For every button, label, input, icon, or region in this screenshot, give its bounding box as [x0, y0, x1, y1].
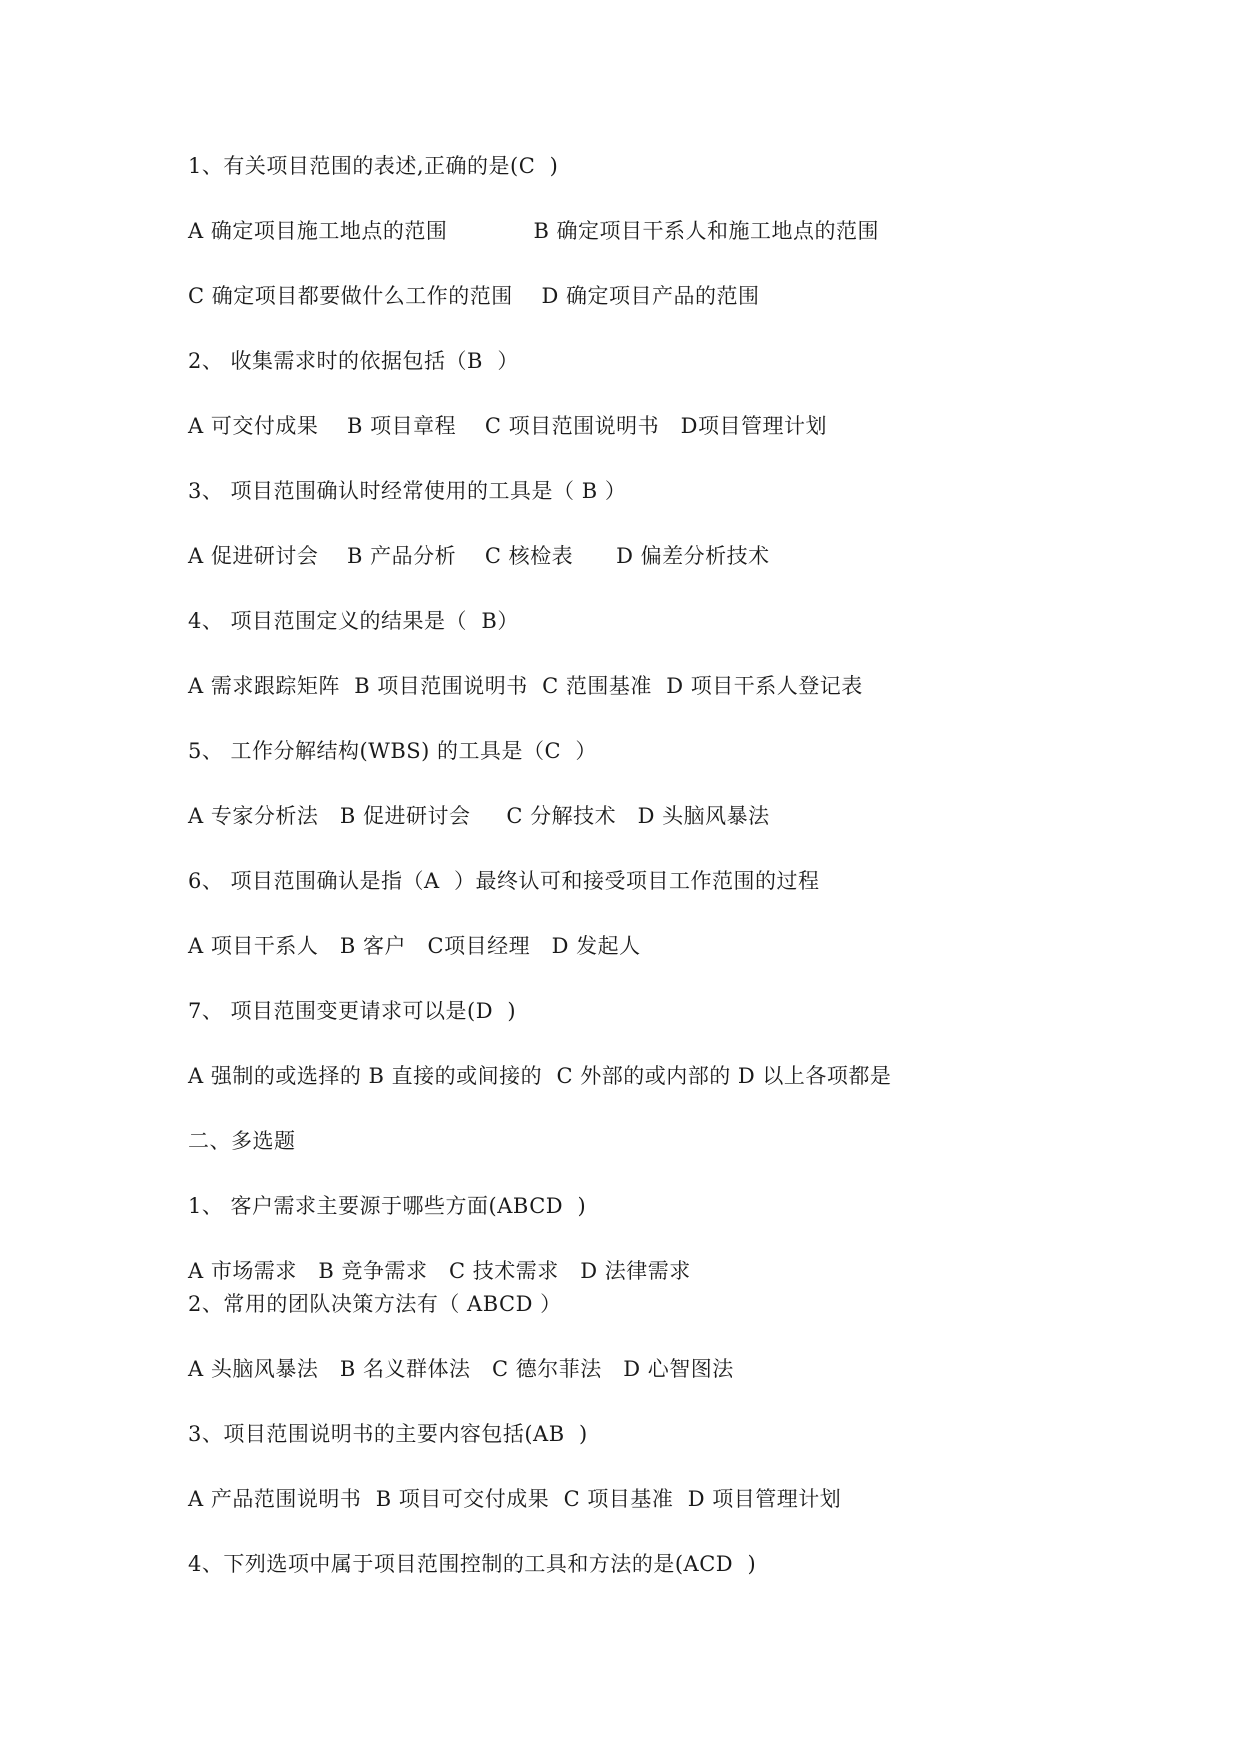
multi-question-1-options: A 市场需求 B 竞争需求 C 技术需求 D 法律需求 — [188, 1259, 691, 1283]
multi-question-2-text: 2、常用的团队决策方法有（ ABCD ） — [188, 1292, 562, 1316]
question-7-text: 7、 项目范围变更请求可以是(D ) — [188, 999, 517, 1023]
multi-question-3-options: A 产品范围说明书 B 项目可交付成果 C 项目基准 D 项目管理计划 — [188, 1487, 842, 1511]
multi-question-3-text: 3、项目范围说明书的主要内容包括(AB ) — [188, 1422, 588, 1446]
question-6-text: 6、 项目范围确认是指（A ）最终认可和接受项目工作范围的过程 — [188, 869, 820, 893]
question-3-text: 3、 项目范围确认时经常使用的工具是（ B ） — [188, 479, 627, 503]
question-5-options: A 专家分析法 B 促进研讨会 C 分解技术 D 头脑风暴法 — [188, 804, 770, 828]
question-3-options: A 促进研讨会 B 产品分析 C 核检表 D 偏差分析技术 — [188, 544, 770, 568]
question-1-text: 1、有关项目范围的表述,正确的是(C ) — [188, 154, 559, 178]
multi-question-2-options: A 头脑风暴法 B 名义群体法 C 德尔菲法 D 心智图法 — [188, 1357, 734, 1381]
section-heading-multiple-choice: 二、多选题 — [188, 1129, 296, 1153]
question-2-options: A 可交付成果 B 项目章程 C 项目范围说明书 D项目管理计划 — [188, 414, 827, 438]
question-1-options-row-2: C 确定项目都要做什么工作的范围 D 确定项目产品的范围 — [188, 284, 760, 308]
question-2-text: 2、 收集需求时的依据包括（B ） — [188, 349, 519, 373]
question-6-options: A 项目干系人 B 客户 C项目经理 D 发起人 — [188, 934, 641, 958]
question-4-text: 4、 项目范围定义的结果是（ B） — [188, 609, 519, 633]
question-1-options-row-1: A 确定项目施工地点的范围 B 确定项目干系人和施工地点的范围 — [188, 219, 880, 243]
question-7-options: A 强制的或选择的 B 直接的或间接的 C 外部的或内部的 D 以上各项都是 — [188, 1064, 892, 1088]
question-5-text: 5、 工作分解结构(WBS) 的工具是（C ） — [188, 739, 597, 763]
multi-question-1-text: 1、 客户需求主要源于哪些方面(ABCD ) — [188, 1194, 587, 1218]
multi-question-4-text: 4、下列选项中属于项目范围控制的工具和方法的是(ACD ) — [188, 1552, 757, 1576]
question-4-options: A 需求跟踪矩阵 B 项目范围说明书 C 范围基准 D 项目干系人登记表 — [188, 674, 863, 698]
